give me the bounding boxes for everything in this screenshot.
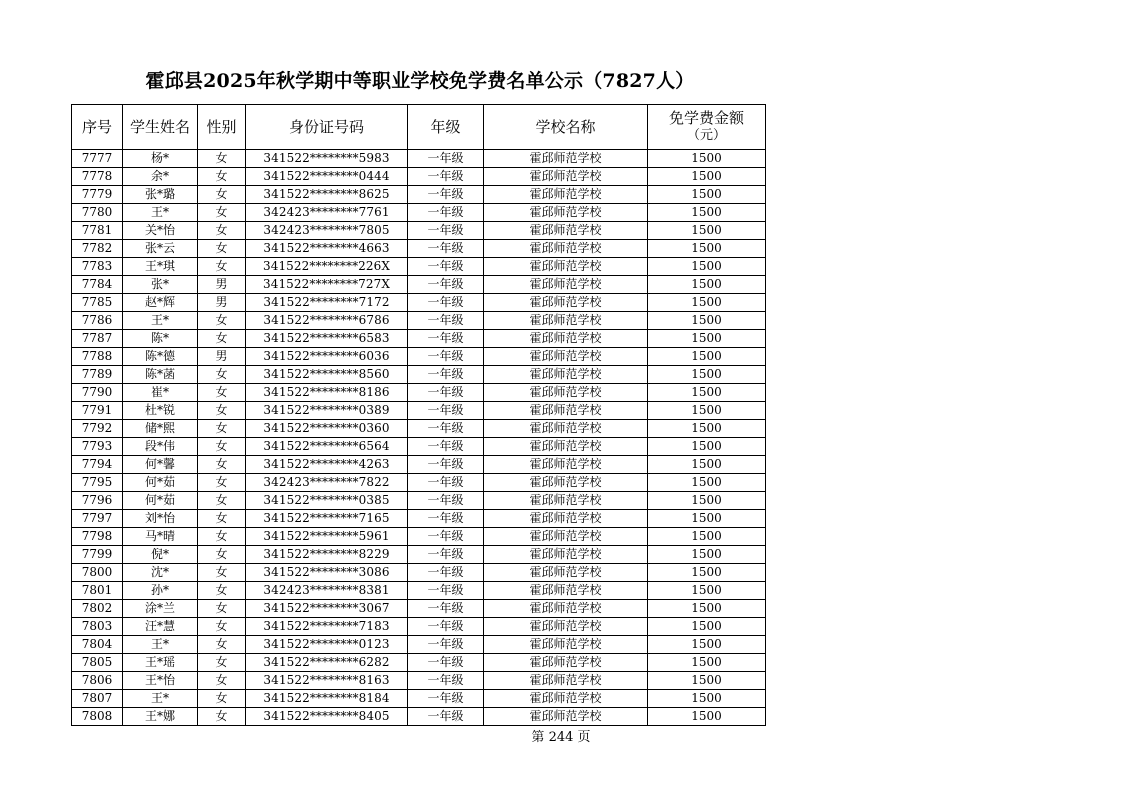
row-student-name: 何*茹 [123,474,198,492]
row-school-name: 霍邱师范学校 [484,186,648,204]
table-row [72,150,766,168]
row-grade: 一年级 [408,222,484,240]
roster-table [71,104,766,726]
row-id-number: 341522********6786 [246,312,408,330]
header-seq: 序号 [72,105,123,150]
row-school-name: 霍邱师范学校 [484,600,648,618]
table-row [72,294,766,312]
row-gender: 女 [198,510,246,528]
row-tuition-amount: 1500 [648,276,766,294]
row-id-number: 341522********8560 [246,366,408,384]
table-row [72,636,766,654]
row-id-number: 341522********8625 [246,186,408,204]
row-grade: 一年级 [408,168,484,186]
row-student-name: 刘*怡 [123,510,198,528]
row-seq: 7777 [72,150,123,168]
table-row [72,690,766,708]
row-gender: 女 [198,150,246,168]
row-gender: 女 [198,384,246,402]
row-seq: 7779 [72,186,123,204]
row-school-name: 霍邱师范学校 [484,366,648,384]
row-tuition-amount: 1500 [648,150,766,168]
row-student-name: 王* [123,636,198,654]
row-grade: 一年级 [408,330,484,348]
row-seq: 7808 [72,708,123,726]
table-row [72,384,766,402]
row-seq: 7806 [72,672,123,690]
row-student-name: 王*瑶 [123,654,198,672]
row-id-number: 342423********7822 [246,474,408,492]
row-tuition-amount: 1500 [648,582,766,600]
table-row [72,420,766,438]
row-id-number: 341522********0123 [246,636,408,654]
row-school-name: 霍邱师范学校 [484,420,648,438]
row-student-name: 杜*锐 [123,402,198,420]
row-school-name: 霍邱师范学校 [484,402,648,420]
row-tuition-amount: 1500 [648,312,766,330]
row-gender: 男 [198,294,246,312]
row-seq: 7780 [72,204,123,222]
row-seq: 7796 [72,492,123,510]
table-row [72,312,766,330]
table-row [72,222,766,240]
document-title: 霍邱县2025年秋学期中等职业学校免学费名单公示（7827人） [145,70,695,92]
table-row [72,582,766,600]
row-gender: 女 [198,546,246,564]
row-tuition-amount: 1500 [648,402,766,420]
row-id-number: 342423********7761 [246,204,408,222]
row-id-number: 342423********7805 [246,222,408,240]
row-id-number: 341522********6564 [246,438,408,456]
row-tuition-amount: 1500 [648,510,766,528]
row-id-number: 341522********5983 [246,150,408,168]
row-student-name: 孙* [123,582,198,600]
table-row [72,456,766,474]
table-row [72,708,766,726]
row-id-number: 341522********727X [246,276,408,294]
row-tuition-amount: 1500 [648,420,766,438]
row-id-number: 342423********8381 [246,582,408,600]
row-student-name: 王*怡 [123,672,198,690]
row-student-name: 关*怡 [123,222,198,240]
table-row [72,510,766,528]
row-tuition-amount: 1500 [648,564,766,582]
row-gender: 女 [198,582,246,600]
row-school-name: 霍邱师范学校 [484,672,648,690]
row-id-number: 341522********7165 [246,510,408,528]
row-tuition-amount: 1500 [648,240,766,258]
row-seq: 7807 [72,690,123,708]
row-seq: 7788 [72,348,123,366]
row-school-name: 霍邱师范学校 [484,204,648,222]
row-school-name: 霍邱师范学校 [484,384,648,402]
row-school-name: 霍邱师范学校 [484,690,648,708]
row-id-number: 341522********0385 [246,492,408,510]
row-id-number: 341522********3086 [246,564,408,582]
row-gender: 女 [198,222,246,240]
row-school-name: 霍邱师范学校 [484,618,648,636]
table-header [72,105,766,150]
row-student-name: 段*伟 [123,438,198,456]
row-seq: 7790 [72,384,123,402]
header-grade: 年级 [408,105,484,150]
row-student-name: 张*云 [123,240,198,258]
table-row [72,204,766,222]
row-gender: 女 [198,690,246,708]
row-tuition-amount: 1500 [648,366,766,384]
row-grade: 一年级 [408,456,484,474]
row-school-name: 霍邱师范学校 [484,438,648,456]
table-row [72,258,766,276]
row-grade: 一年级 [408,474,484,492]
table-row [72,528,766,546]
header-gender: 性别 [198,105,246,150]
row-gender: 男 [198,348,246,366]
row-id-number: 341522********0360 [246,420,408,438]
row-school-name: 霍邱师范学校 [484,564,648,582]
page-footer [0,726,1122,745]
row-gender: 女 [198,564,246,582]
row-school-name: 霍邱师范学校 [484,474,648,492]
row-id-number: 341522********6282 [246,654,408,672]
row-tuition-amount: 1500 [648,456,766,474]
row-seq: 7799 [72,546,123,564]
row-tuition-amount: 1500 [648,690,766,708]
header-school: 学校名称 [484,105,648,150]
row-tuition-amount: 1500 [648,618,766,636]
row-id-number: 341522********8186 [246,384,408,402]
row-school-name: 霍邱师范学校 [484,510,648,528]
row-tuition-amount: 1500 [648,636,766,654]
table-row [72,330,766,348]
row-school-name: 霍邱师范学校 [484,222,648,240]
row-seq: 7786 [72,312,123,330]
row-grade: 一年级 [408,618,484,636]
row-student-name: 王*娜 [123,708,198,726]
row-grade: 一年级 [408,258,484,276]
row-seq: 7784 [72,276,123,294]
header-amount [648,105,766,150]
row-student-name: 汪*慧 [123,618,198,636]
row-gender: 女 [198,312,246,330]
row-tuition-amount: 1500 [648,348,766,366]
row-grade: 一年级 [408,510,484,528]
row-school-name: 霍邱师范学校 [484,312,648,330]
row-id-number: 341522********7183 [246,618,408,636]
row-seq: 7787 [72,330,123,348]
row-gender: 女 [198,186,246,204]
row-school-name: 霍邱师范学校 [484,168,648,186]
row-id-number: 341522********8229 [246,546,408,564]
row-seq: 7804 [72,636,123,654]
row-student-name: 沈* [123,564,198,582]
row-grade: 一年级 [408,366,484,384]
row-school-name: 霍邱师范学校 [484,582,648,600]
row-student-name: 何*茹 [123,492,198,510]
row-grade: 一年级 [408,312,484,330]
row-id-number: 341522********4263 [246,456,408,474]
row-id-number: 341522********6583 [246,330,408,348]
row-school-name: 霍邱师范学校 [484,276,648,294]
header-amount-label: 免学费金额 [668,109,744,127]
header-id: 身份证号码 [246,105,408,150]
row-grade: 一年级 [408,294,484,312]
table-body [72,150,766,726]
row-id-number: 341522********8184 [246,690,408,708]
row-grade: 一年级 [408,384,484,402]
row-id-number: 341522********7172 [246,294,408,312]
row-gender: 女 [198,636,246,654]
row-school-name: 霍邱师范学校 [484,492,648,510]
row-seq: 7789 [72,366,123,384]
row-gender: 女 [198,600,246,618]
row-seq: 7785 [72,294,123,312]
row-seq: 7801 [72,582,123,600]
row-seq: 7794 [72,456,123,474]
row-id-number: 341522********5961 [246,528,408,546]
row-gender: 女 [198,204,246,222]
row-school-name: 霍邱师范学校 [484,294,648,312]
table-row [72,168,766,186]
row-grade: 一年级 [408,600,484,618]
row-tuition-amount: 1500 [648,600,766,618]
row-school-name: 霍邱师范学校 [484,636,648,654]
row-grade: 一年级 [408,402,484,420]
row-school-name: 霍邱师范学校 [484,708,648,726]
row-grade: 一年级 [408,438,484,456]
row-grade: 一年级 [408,528,484,546]
row-seq: 7792 [72,420,123,438]
row-seq: 7805 [72,654,123,672]
footer-prefix: 第 [531,730,545,745]
row-id-number: 341522********3067 [246,600,408,618]
row-grade: 一年级 [408,150,484,168]
row-grade: 一年级 [408,672,484,690]
row-student-name: 倪* [123,546,198,564]
footer-suffix: 页 [577,730,591,745]
row-student-name: 张* [123,276,198,294]
row-grade: 一年级 [408,186,484,204]
row-student-name: 马*晴 [123,528,198,546]
row-grade: 一年级 [408,564,484,582]
row-grade: 一年级 [408,348,484,366]
table-row [72,546,766,564]
row-grade: 一年级 [408,204,484,222]
row-grade: 一年级 [408,420,484,438]
row-school-name: 霍邱师范学校 [484,258,648,276]
row-id-number: 341522********8405 [246,708,408,726]
table-row [72,402,766,420]
row-grade: 一年级 [408,546,484,564]
table-row [72,348,766,366]
table-row [72,564,766,582]
header-row [72,105,766,150]
row-school-name: 霍邱师范学校 [484,456,648,474]
row-id-number: 341522********6036 [246,348,408,366]
row-student-name: 陈*菡 [123,366,198,384]
row-tuition-amount: 1500 [648,186,766,204]
row-student-name: 王* [123,312,198,330]
row-tuition-amount: 1500 [648,294,766,312]
table-row [72,600,766,618]
row-student-name: 王* [123,204,198,222]
row-gender: 女 [198,456,246,474]
row-tuition-amount: 1500 [648,258,766,276]
row-student-name: 陈* [123,330,198,348]
row-gender: 女 [198,258,246,276]
header-amount-unit: （元） [686,128,726,143]
row-tuition-amount: 1500 [648,384,766,402]
row-seq: 7797 [72,510,123,528]
row-tuition-amount: 1500 [648,474,766,492]
row-gender: 女 [198,708,246,726]
row-seq: 7782 [72,240,123,258]
row-id-number: 341522********4663 [246,240,408,258]
row-grade: 一年级 [408,708,484,726]
row-tuition-amount: 1500 [648,654,766,672]
row-school-name: 霍邱师范学校 [484,330,648,348]
table-row [72,240,766,258]
row-seq: 7783 [72,258,123,276]
table-row [72,618,766,636]
row-gender: 女 [198,618,246,636]
row-grade: 一年级 [408,636,484,654]
row-seq: 7793 [72,438,123,456]
row-grade: 一年级 [408,276,484,294]
row-school-name: 霍邱师范学校 [484,546,648,564]
row-school-name: 霍邱师范学校 [484,528,648,546]
row-student-name: 崔* [123,384,198,402]
row-grade: 一年级 [408,690,484,708]
row-grade: 一年级 [408,582,484,600]
row-tuition-amount: 1500 [648,222,766,240]
row-student-name: 杨* [123,150,198,168]
row-gender: 女 [198,330,246,348]
row-gender: 女 [198,672,246,690]
row-student-name: 何*馨 [123,456,198,474]
row-id-number: 341522********226X [246,258,408,276]
row-tuition-amount: 1500 [648,492,766,510]
row-gender: 女 [198,528,246,546]
table-row [72,654,766,672]
row-gender: 男 [198,276,246,294]
row-seq: 7795 [72,474,123,492]
row-seq: 7802 [72,600,123,618]
row-student-name: 赵*辉 [123,294,198,312]
row-seq: 7781 [72,222,123,240]
table-row [72,474,766,492]
row-gender: 女 [198,240,246,258]
row-gender: 女 [198,168,246,186]
row-student-name: 王* [123,690,198,708]
row-gender: 女 [198,654,246,672]
row-school-name: 霍邱师范学校 [484,240,648,258]
header-name: 学生姓名 [123,105,198,150]
row-student-name: 余* [123,168,198,186]
row-gender: 女 [198,402,246,420]
row-id-number: 341522********0444 [246,168,408,186]
row-grade: 一年级 [408,654,484,672]
row-seq: 7778 [72,168,123,186]
row-id-number: 341522********8163 [246,672,408,690]
table-row [72,492,766,510]
row-student-name: 王*琪 [123,258,198,276]
row-grade: 一年级 [408,240,484,258]
row-gender: 女 [198,492,246,510]
table-row [72,438,766,456]
row-seq: 7800 [72,564,123,582]
row-id-number: 341522********0389 [246,402,408,420]
row-student-name: 陈*德 [123,348,198,366]
row-student-name: 张*璐 [123,186,198,204]
row-grade: 一年级 [408,492,484,510]
row-tuition-amount: 1500 [648,672,766,690]
row-gender: 女 [198,474,246,492]
row-seq: 7798 [72,528,123,546]
page-number: 244 [548,730,574,745]
row-tuition-amount: 1500 [648,330,766,348]
row-tuition-amount: 1500 [648,546,766,564]
table-row [72,366,766,384]
row-student-name: 涂*兰 [123,600,198,618]
row-school-name: 霍邱师范学校 [484,348,648,366]
row-gender: 女 [198,438,246,456]
table-row [72,276,766,294]
row-school-name: 霍邱师范学校 [484,654,648,672]
table-row [72,672,766,690]
row-gender: 女 [198,366,246,384]
table-row [72,186,766,204]
row-tuition-amount: 1500 [648,204,766,222]
row-gender: 女 [198,420,246,438]
row-tuition-amount: 1500 [648,528,766,546]
row-seq: 7803 [72,618,123,636]
row-seq: 7791 [72,402,123,420]
row-student-name: 储*熙 [123,420,198,438]
row-tuition-amount: 1500 [648,168,766,186]
row-school-name: 霍邱师范学校 [484,150,648,168]
row-tuition-amount: 1500 [648,708,766,726]
row-tuition-amount: 1500 [648,438,766,456]
